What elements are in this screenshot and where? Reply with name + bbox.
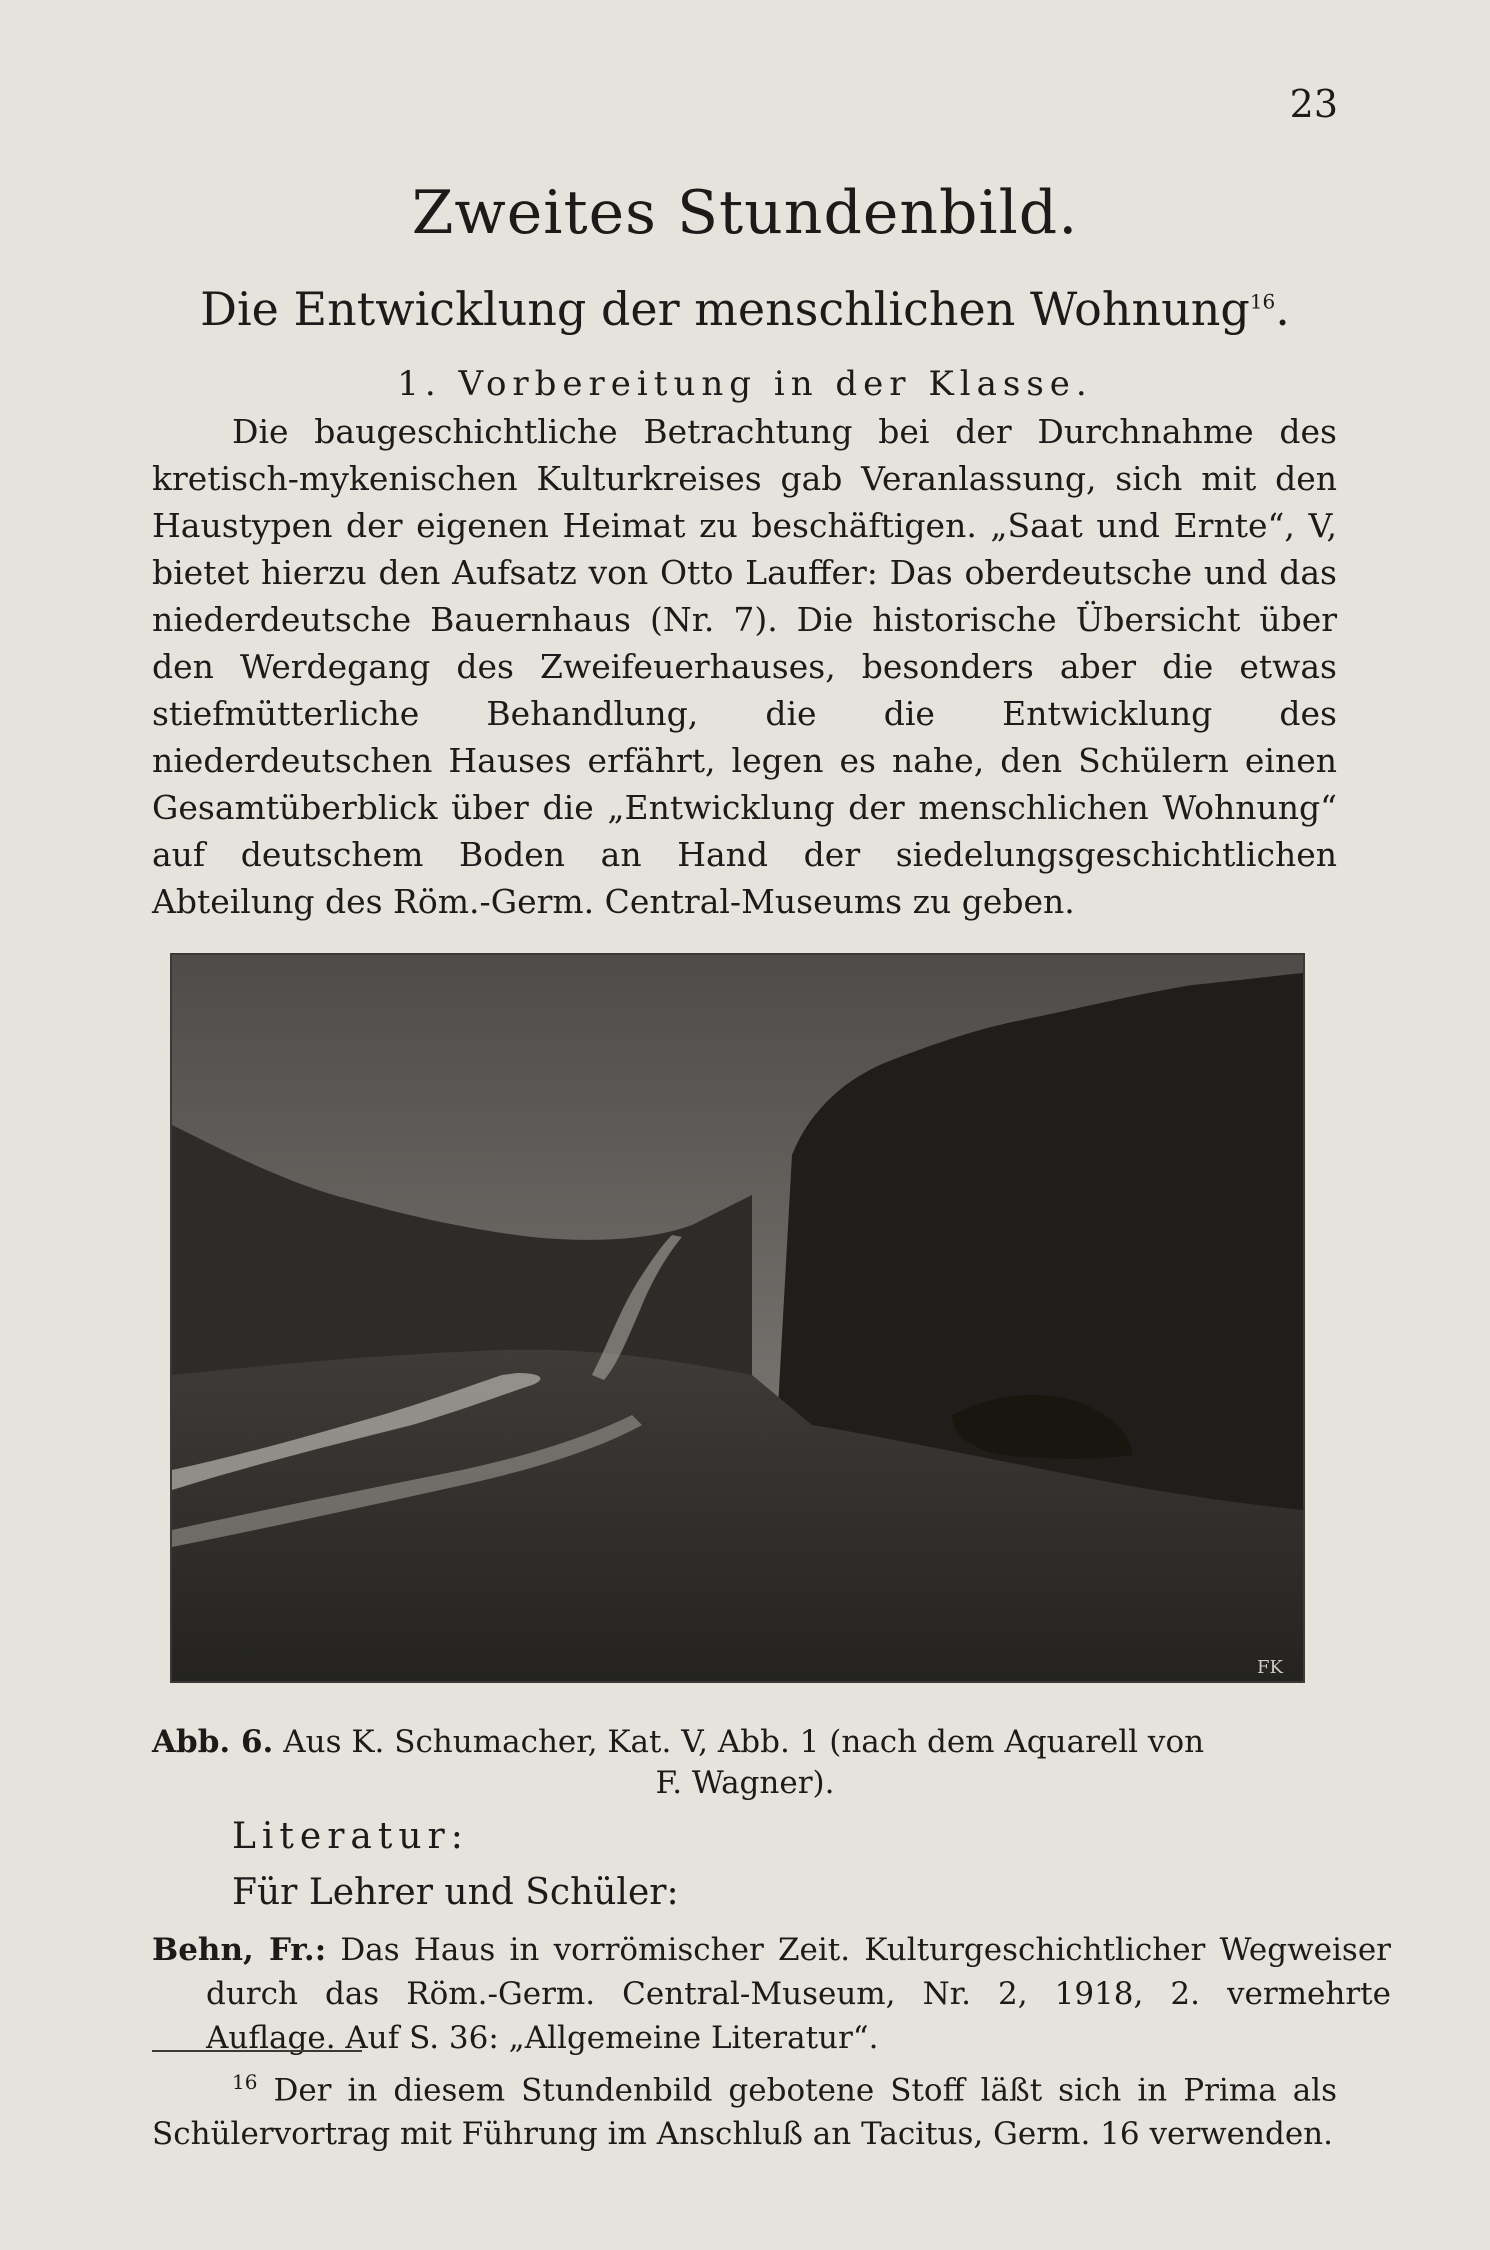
page-number: 23 (1289, 82, 1338, 126)
reference-text: Das Haus in vorrömischer Zeit. Kulturgeschichtlicher Wegweiser durch das Röm.-Germ. Central-Museum, Nr. 2, 1918, 2. vermehrte Auflage. Auf S. 36: „Allgemeine Literatur“. (206, 1932, 1391, 2056)
landscape-image (172, 955, 1303, 1681)
chapter-title: Zweites Stundenbild. (411, 178, 1079, 248)
literature-reference (152, 1928, 1391, 2060)
footnote-reference[interactable]: 16 (1249, 289, 1276, 314)
literature-heading: Literatur: (232, 1816, 469, 1857)
footnote-text: Der in diesem Stundenbild gebotene Stoff läßt sich in Prima als Schülervortrag mit Führung im Anschluß an Tacitus, Germ. 16 verwenden. (152, 2072, 1337, 2153)
figure-label: Abb. 6. (152, 1724, 274, 1760)
reference-author: Behn, Fr.: (152, 1932, 327, 1968)
subtitle (0, 282, 1490, 336)
section-heading: 1. Vorbereitung in der Klasse. (397, 364, 1093, 404)
footnote (152, 2060, 1337, 2156)
artist-signature: FK (1257, 1657, 1283, 1678)
figure-caption-text: Aus K. Schumacher, Kat. V, Abb. 1 (nach dem Aquarell von (283, 1724, 1205, 1760)
footnote-divider (152, 2050, 362, 2052)
body-paragraph: Die baugeschichtliche Betrachtung bei der Durchnahme des kretisch-mykenischen Kulturkreises gab Veranlassung, sich mit den Haustypen der eigenen Heimat zu beschäftigen. „Saat und Ernte“, V, bietet hierzu den Aufsatz von Otto Lauffer: Das oberdeutsche und das niederdeutsche Bauernhaus (Nr. 7). Die historische Übersicht über den Werdegang des Zweifeuerhauses, besonders aber die etwas stiefmütterliche Behandlung, die die Entwicklung des niederdeutschen Hauses erfährt, legen es nahe, den Schülern einen Gesamtüberblick über die „Entwicklung der menschlichen Wohnung“ auf deutschem Boden an Hand der siedelungsgeschichtlichen Abteilung des Röm.-Germ. Central-Museums zu geben. (152, 412, 1337, 921)
figure-caption (152, 1720, 1337, 1765)
footnote-marker: 16 (232, 2070, 258, 2094)
subtitle-text: Die Entwicklung der menschlichen Wohnung (200, 282, 1250, 336)
subtitle-period: . (1275, 282, 1290, 336)
figure-caption-continued: F. Wagner). (655, 1765, 835, 1801)
landscape-illustration (170, 953, 1305, 1683)
literature-subheading: Für Lehrer und Schüler: (232, 1872, 679, 1913)
